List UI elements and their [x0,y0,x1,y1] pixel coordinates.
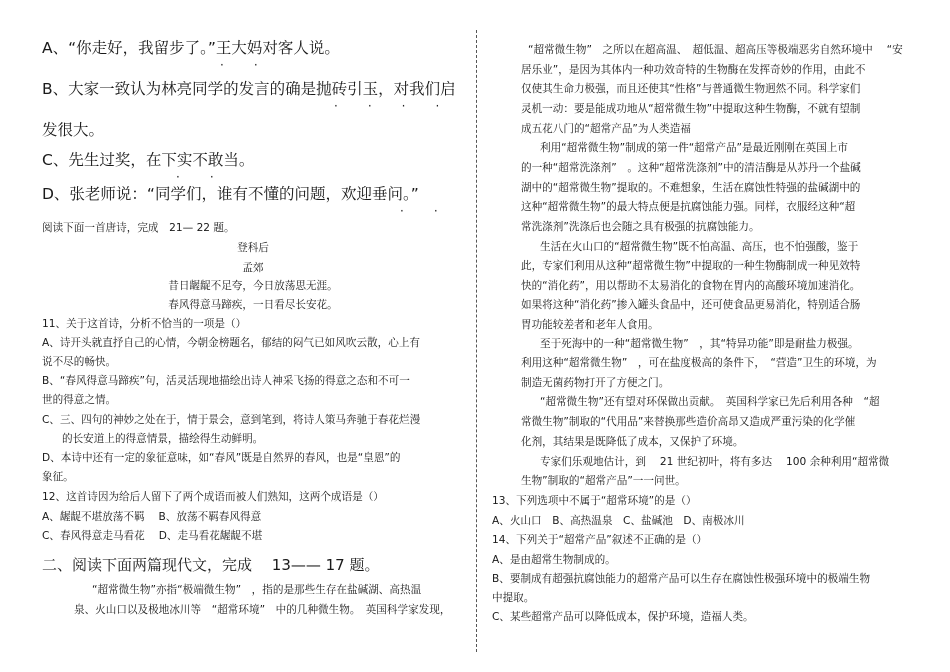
q13-options: A、火山口 B、高热温泉 C、盐碱池 D、南极冰川 [492,515,745,527]
passage-paragraph-line: 如果将这种“消化药”掺入罐头食品中，还可使食品更易消化，特别适合肠 [521,299,861,311]
left-column [38,0,468,672]
option-c: C、先生过奖，在下实不敢当。 [42,151,255,169]
passage-paragraph-line: 化剂，其结果是既降低了成本，又保护了环境。 [521,436,744,448]
passage-paragraph-line: 的一种“超常洗涤剂” 。这种“超常洗涤剂”中的清洁酶是从苏丹一个盐碱 [521,162,861,174]
q11-option-a-line1: A、诗开头就直抒自己的心情，今朝金榜题名，郁结的闷气已如风吹云散，心上有 [42,337,421,349]
q11-option-c-line1: C、三、四句的神妙之处在于，情于景会，意到笔到，将诗人策马奔驰于春花烂漫 [42,414,421,426]
passage-paragraph-line: 仅使其生命力极强，而且还使其“性格”与普通微生物迥然不同。科学家们 [521,83,861,95]
option-d: D、张老师说：“同学们，谁有不懂的问题，欢迎垂问。” [42,185,419,203]
q11-option-b-line1: B、“春风得意马蹄疾”句，活灵活现地描绘出诗人神采飞扬的得意之态和不可一 [42,375,410,387]
q11-option-d-line2: 象征。 [42,471,74,483]
question-14: 14、下列关于“超常产品”叙述不正确的是（） [492,534,708,546]
poem-line-1: 昔日龌龊不足夸，今日放荡思无涯。 [168,280,338,292]
right-column [492,0,927,672]
q12-options-ab: A、龌龊不堪放荡不羁 B、放荡不羁春风得意 [42,511,262,523]
passage-paragraph-line: 至于死海中的一种“超常微生物” ，其“特异功能”即是耐盐力极强。 [540,338,859,350]
q11-option-a-line2: 说不尽的畅快。 [42,356,117,368]
passage-line-2: 泉、火山口以及极地冰川等 “超常环境” 中的几种微生物。 英国科学家发现， [74,604,451,616]
passage-paragraph-line: 常洗涤剂”洗涤后也会随之具有极强的抗腐蚀能力。 [521,221,760,233]
passage-paragraph-line: 湖中的“超常微生物”提取的。不难想象，生活在腐蚀性特强的盐碱湖中的 [521,182,861,194]
passage-paragraph-line: 快的“消化药”，用以帮助不太易消化的食物在胃内的高酸环境加速消化。 [521,280,861,292]
q11-option-d-line1: D、本诗中还有一定的象征意味，如“春风”既是自然界的春风，也是“皇恩”的 [42,452,401,464]
option-a: A、“你走好，我留步了。”王大妈对客人说。 [42,39,340,57]
passage-paragraph-line: 生活在火山口的“超常微生物”既不怕高温、高压，也不怕强酸，鉴于 [540,241,859,253]
q11-option-b-line2: 世的得意之情。 [42,394,117,406]
option-b-line2: 发很大。 [42,121,105,139]
poem-instruction: 阅读下面一首唐诗，完成 21— 22 题。 [42,222,235,234]
passage-paragraph-line: 成五花八门的“超常产品”为人类造福 [521,123,691,135]
column-divider [476,30,477,652]
emphasis-dots: · · [400,204,447,218]
question-12: 12、这首诗因为给后人留下了两个成语而被人们熟知，这两个成语是（） [42,491,384,503]
poem-line-2: 春风得意马蹄疾，一日看尽长安花。 [168,299,338,311]
passage-paragraph-line: 利用这种“超常微生物” ，可在盐度极高的条件下， “营造”卫生的环境，为 [521,357,877,369]
poem-author: 孟郊 [242,262,264,274]
emphasis-dots: · · [220,58,267,72]
q14-option-b-line2: 中提取。 [492,592,535,604]
emphasis-dots: · · [176,170,223,184]
passage-paragraph-line: 这种“超常微生物”的最大特点便是抗腐蚀能力强。同样，衣服经这种“超 [521,201,856,213]
q14-option-c: C、某些超常产品可以降低成本，保护环境，造福人类。 [492,611,754,623]
passage-paragraph-line: 此，专家们利用从这种“超常微生物”中提取的一种生物酶制成一种见效特 [521,260,861,272]
passage-paragraph-line: 居乐业”，是因为其体内一种功效奇特的生物酶在发挥奇妙的作用，由此不 [521,64,866,76]
poem-title: 登科后 [237,242,269,254]
question-13: 13、下列选项中不属于“超常环境”的是（） [492,495,697,507]
passage-paragraph-line: 胃功能较差者和老年人食用。 [521,319,659,331]
q14-option-a: A、是由超常生物制成的。 [492,554,616,566]
passage-paragraph-line: 生物”制取的“超常产品”一一问世。 [521,475,686,487]
passage-paragraph-line: 利用“超常微生物”制成的第一件“超常产品”是最近刚刚在英国上市 [540,142,848,154]
passage-paragraph-line: 制造无菌药物打开了方便之门。 [521,377,670,389]
option-b-line1: B、大家一致认为林亮同学的发言的确是抛砖引玉，对我们启 [42,80,456,98]
passage-paragraph-line: 常微生物”制取的“代用品”来替换那些造价高昂又造成严重污染的化学催 [521,416,856,428]
emphasis-dots: · · · · [334,99,449,113]
q12-options-cd: C、春风得意走马看花 D、走马看花龌龊不堪 [42,530,263,542]
passage-paragraph-line: 灵机一动：要是能成功地从“超常微生物”中提取这种生物酶，不就有望制 [521,103,861,115]
passage-paragraph-line: “超常微生物”还有望对环保做出贡献。 英国科学家已先后利用各种 “超 [540,396,880,408]
passage-line-1: “超常微生物”亦指“极端微生物” ，指的是那些生存在盐碱湖、高热温 [92,584,422,596]
question-11: 11、关于这首诗，分析不恰当的一项是（） [42,318,247,330]
section-2-heading: 二、阅读下面两篇现代文，完成 13—— 17 题。 [42,556,380,574]
q11-option-c-line2: 的长安道上的得意情景，描绘得生动鲜明。 [62,433,264,445]
q14-option-b-line1: B、要制成有超强抗腐蚀能力的超常产品可以生存在腐蚀性极强环境中的极端生物 [492,573,871,585]
passage-paragraph-line: 专家们乐观地估计，到 21 世纪初叶，将有多达 100 余种利用“超常微 [540,456,890,468]
passage-paragraph-line: “超常微生物” 之所以在超高温、 超低温、超高压等极端恶劣自然环境中 “安 [528,44,903,56]
